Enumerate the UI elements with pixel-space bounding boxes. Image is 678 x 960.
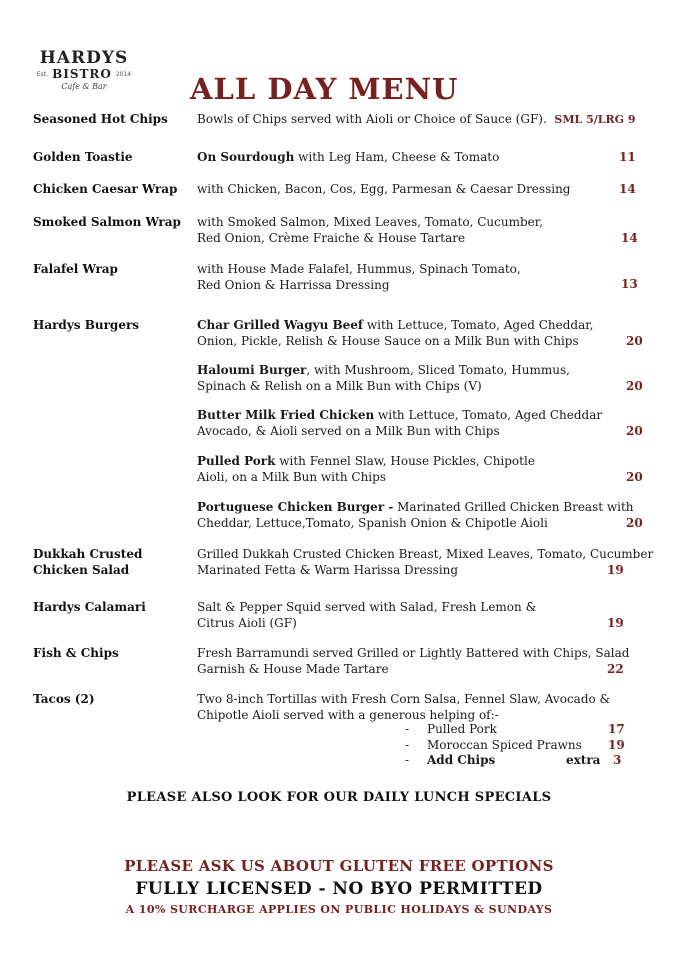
item-desc-line-2: Aioli, on a Milk Bun with Chips [197, 469, 386, 484]
option-price: 3 [613, 753, 622, 767]
item-price: 11 [619, 150, 636, 164]
logo-line-3: Cafe & Bar [61, 82, 107, 91]
item-desc-line-2: Onion, Pickle, Relish & House Sauce on a Milk Bun with Chips [197, 333, 579, 348]
item-desc-line-1: with Smoked Salmon, Mixed Leaves, Tomato, Cucumber, [197, 215, 543, 229]
item-desc-line-2: Red Onion, Crème Fraiche & House Tartare [197, 230, 466, 245]
item-desc-text: Bowls of Chips served with Aioli or Choice of Sauce (GF). [197, 112, 547, 126]
item-price: 19 [607, 563, 624, 577]
option-dash: - [405, 753, 410, 767]
option-label: Pulled Pork [427, 722, 497, 736]
item-price: SML 5/LRG 9 [554, 113, 636, 126]
item-desc [197, 112, 667, 128]
item-price: 14 [619, 182, 636, 196]
item-price: 22 [607, 662, 624, 676]
logo-est: Est. [36, 70, 49, 78]
item-name-line-2: Chicken Salad [33, 562, 130, 577]
item-desc-bold: On Sourdough [197, 150, 295, 164]
item-desc-line-1: Grilled Dukkah Crusted Chicken Breast, Mixed Leaves, Tomato, Cucumber [197, 547, 654, 561]
surcharge-note: A 10% SURCHARGE APPLIES ON PUBLIC HOLIDAYS & SUNDAYS [125, 903, 553, 916]
item-name-line-1: Dukkah Crusted [33, 547, 143, 561]
item-name: Hardys Calamari [33, 600, 146, 614]
item-desc-line-1: Two 8-inch Tortillas with Fresh Corn Salsa, Fennel Slaw, Avocado & [197, 692, 611, 706]
gluten-free-note: PLEASE ASK US ABOUT GLUTEN FREE OPTIONS [124, 857, 554, 875]
item-price: 20 [626, 470, 643, 484]
item-desc [197, 600, 637, 631]
item-name: Falafel Wrap [33, 262, 118, 276]
item-desc-line-1: Marinated Grilled Chicken Breast with [393, 500, 634, 514]
item-desc [197, 547, 667, 578]
item-desc-line-1: with Lettuce, Tomato, Aged Cheddar [374, 408, 603, 422]
item-desc [197, 318, 637, 349]
item-name: Seasoned Hot Chips [33, 112, 168, 126]
item-desc-line-1: Fresh Barramundi served Grilled or Lightly Battered with Chips, Salad [197, 646, 630, 660]
item-desc [197, 646, 657, 677]
item-desc-line-1: with Lettuce, Tomato, Aged Cheddar, [363, 318, 594, 332]
item-desc [197, 692, 657, 723]
logo [36, 50, 132, 98]
item-price: 14 [621, 231, 638, 245]
option-label: Moroccan Spiced Prawns [427, 738, 582, 752]
item-name: Fish & Chips [33, 646, 119, 660]
item-desc-bold: Portuguese Chicken Burger - [197, 500, 394, 514]
item-desc-bold: Haloumi Burger [197, 363, 307, 377]
item-desc [197, 454, 637, 485]
section-name: Hardys Burgers [33, 318, 140, 332]
item-desc-line-2: Red Onion & Harrissa Dressing [197, 277, 390, 292]
item-desc-line-1: with Fennel Slaw, House Pickles, Chipotle [275, 454, 535, 468]
option-label: Add Chips [427, 753, 496, 767]
option-extra: extra [566, 753, 601, 767]
item-desc [197, 150, 637, 166]
item-desc-line-2: Chipotle Aioli served with a generous helping of:- [197, 707, 499, 722]
item-desc [197, 408, 637, 439]
option-price: 19 [608, 738, 625, 752]
item-name [33, 547, 193, 578]
item-price: 20 [626, 379, 643, 393]
logo-year: 2014 [115, 70, 132, 78]
option-dash: - [405, 738, 410, 752]
item-desc-line-2: Garnish & House Made Tartare [197, 661, 389, 676]
logo-line-1: HARDYS [39, 48, 129, 68]
item-desc-line-2: Avocado, & Aioli served on a Milk Bun with Chips [197, 423, 500, 438]
item-desc-line-1: with House Made Falafel, Hummus, Spinach Tomato, [197, 262, 521, 276]
page-title: ALL DAY MENU [190, 72, 459, 106]
item-name: Smoked Salmon Wrap [33, 215, 181, 229]
item-name: Chicken Caesar Wrap [33, 182, 178, 196]
item-desc-line-2: Citrus Aioli (GF) [197, 615, 297, 630]
item-desc-line-2: Spinach & Relish on a Milk Bun with Chips (V) [197, 378, 482, 393]
item-price: 20 [626, 424, 643, 438]
item-desc-line-1: Salt & Pepper Squid served with Salad, Fresh Lemon & [197, 600, 537, 614]
item-name: Golden Toastie [33, 150, 133, 164]
item-desc [197, 262, 637, 293]
item-desc-text: with Leg Ham, Cheese & Tomato [294, 150, 500, 164]
item-name: Tacos (2) [33, 692, 95, 706]
item-desc-line-1: , with Mushroom, Sliced Tomato, Hummus, [306, 363, 570, 377]
item-desc: with Chicken, Bacon, Cos, Egg, Parmesan & Caesar Dressing [197, 182, 571, 196]
item-desc-bold: Char Grilled Wagyu Beef [197, 318, 364, 332]
item-price: 20 [626, 334, 643, 348]
logo-line-2: BISTRO [52, 67, 112, 81]
item-desc-bold: Pulled Pork [197, 454, 276, 468]
option-dash: - [405, 722, 410, 736]
item-price: 13 [621, 277, 638, 291]
item-desc-bold: Butter Milk Fried Chicken [197, 408, 375, 422]
item-desc-line-2: Cheddar, Lettuce,Tomato, Spanish Onion & Chipotle Aioli [197, 515, 548, 530]
item-price: 19 [607, 616, 624, 630]
item-price: 20 [626, 516, 643, 530]
item-desc [197, 215, 637, 246]
item-desc-line-2: Marinated Fetta & Warm Harissa Dressing [197, 562, 459, 577]
daily-specials-note: PLEASE ALSO LOOK FOR OUR DAILY LUNCH SPECIALS [126, 790, 552, 805]
licensed-note: FULLY LICENSED - NO BYO PERMITTED [135, 879, 543, 899]
option-price: 17 [608, 722, 625, 736]
item-desc [197, 500, 637, 531]
item-desc [197, 363, 637, 394]
